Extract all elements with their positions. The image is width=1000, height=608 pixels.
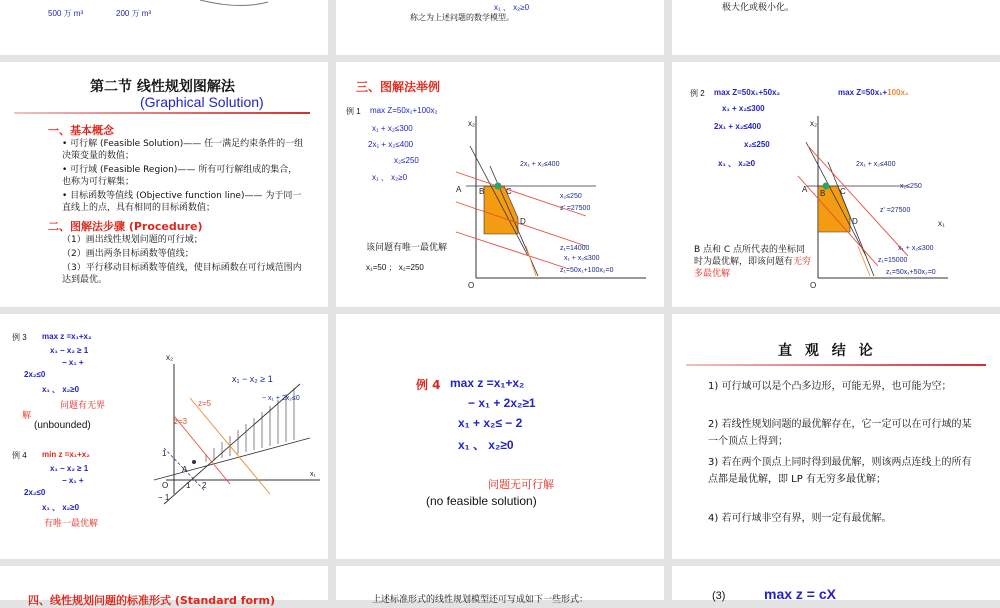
section-subtitle: (Graphical Solution) (140, 94, 264, 110)
g1-C: C (506, 187, 512, 196)
slide-top-left[interactable] (0, 0, 328, 55)
g2-D: D (852, 217, 858, 226)
g1-z1: z' =27500 (560, 205, 591, 212)
g2-c3: x₂≤250 (900, 183, 922, 190)
g1-c3: x₂≤250 (560, 193, 582, 200)
step-3: （3）平行移动目标函数等值线，使目标函数在可行域范围内达到最优。 (62, 263, 302, 285)
slide-other-forms[interactable] (336, 566, 664, 605)
example-3-graph (150, 344, 326, 504)
infeasible-c3: x₁ 、 x₂≥0 (458, 438, 514, 452)
g1-c1: x₁ + x₂≤300 (564, 255, 600, 262)
matrix-form-objective: max z = cX (764, 586, 836, 602)
example-4-c3: x₁ 、 x₂≥0 (42, 503, 80, 512)
bullet-feasible-region: • 可行域 (Feasible Region)—— 所有可行解组成的集合，也称为可行解集； (62, 165, 298, 187)
step-2: （2）画出两条目标函数等值线； (62, 249, 194, 259)
g1-c2: 2x₁ + x₂≤400 (520, 161, 560, 168)
g2-B: B (820, 189, 826, 198)
infeasible-example-label: 例 4 (416, 378, 441, 392)
g3-l1: x₁ − x₂ ≥ 1 (232, 374, 273, 384)
unbounded-note: 问题有无界 (60, 401, 106, 411)
example-1-label: 例 1 (346, 107, 361, 116)
conclusion-4: 4) 若可行域非空有界，则一定有最优解。 (708, 513, 892, 524)
obj-alt-coef: 100x₂ (887, 88, 909, 97)
g3-O: O (162, 481, 169, 490)
example-2-c4: x₁ 、 x₂≥0 (718, 159, 756, 168)
example-4-label: 例 4 (12, 451, 27, 460)
infeasible-c1: − x₁ + 2x₂≥1 (468, 396, 536, 410)
g1-O: O (468, 281, 475, 290)
example-2-label: 例 2 (690, 89, 705, 98)
g3-x2: x₂ (166, 353, 174, 362)
g2-z2: z₁=15000 (878, 257, 908, 264)
example-1-objective: max Z=50x₁+100x₂ (370, 106, 438, 115)
example-1-c3: x₂≤250 (394, 156, 419, 165)
note-red: 无穷多最优解 (694, 257, 812, 279)
example-3-c1: x₁ − x₂ ≥ 1 (50, 346, 89, 355)
model-caption: 称之为上述问题的数学模型。 (410, 13, 514, 22)
infinite-optima-note (694, 244, 812, 280)
infeasible-english: (no feasible solution) (426, 494, 537, 508)
infeasible-result: 问题无可行解 (488, 478, 554, 491)
label-200: 200 万 m³ (116, 9, 152, 18)
example-2-c2: 2x₁ + x₂≤400 (714, 122, 762, 131)
g3-x1: x₁ (310, 471, 316, 478)
g3-2: 2 (202, 481, 207, 490)
g1-z2: z₁=14000 (560, 245, 590, 252)
standard-form-heading: 四、线性规划问题的标准形式 (Standard form) (28, 594, 275, 607)
g2-O: O (810, 281, 817, 290)
slide-standard-form[interactable] (0, 566, 328, 607)
example-4-c2b: 2x₂≤0 (24, 488, 46, 497)
g1-D: D (520, 217, 526, 226)
g3-m1: − 1 (158, 493, 170, 502)
g3-A: A (182, 465, 188, 474)
slide-example-infeasible[interactable] (336, 314, 664, 559)
slide-top-mid[interactable] (336, 0, 664, 55)
g3-l2: − x₁ + 2x₂≤0 (262, 395, 300, 402)
example-3-objective: max z =x₁+x₂ (42, 332, 92, 341)
slide-example-1[interactable] (336, 62, 664, 307)
example-4-objective: min z =x₁+x₂ (42, 450, 90, 459)
g2-x1: x₁ (938, 219, 945, 228)
slide-top-right[interactable] (672, 0, 1000, 55)
example-2-graph (798, 106, 998, 296)
title-rule (14, 112, 310, 114)
obj-alt-prefix: max Z=50x₁+ (838, 88, 888, 97)
g2-c2: 2x₁ + x₂≤400 (856, 161, 896, 168)
example-4-c2a: − x₁ + (62, 476, 84, 485)
other-forms-text: 上述标准形式的线性规划模型还可写成如下一些形式： (372, 595, 589, 605)
note-text: B 点和 C 点所代表的坐标同时为最优解，即该问题有 (694, 245, 806, 267)
g2-x2: x₂ (810, 119, 818, 128)
unique-optimum-note: 该问题有唯一最优解 (366, 243, 448, 253)
g2-c1: x₁ + x₂≤300 (898, 245, 934, 252)
examples-heading: 三、图解法举例 (356, 80, 441, 94)
example-3-c3: x₁ 、 x₂≥0 (42, 385, 80, 394)
g2-C: C (840, 187, 846, 196)
conclusion-2: 2) 若线性规划问题的最优解存在，它一定可以在可行域的某一个顶点上得到； (708, 419, 972, 447)
g3-z3: z=3 (174, 417, 188, 426)
basic-concepts-heading: 一、基本概念 (48, 124, 114, 137)
example-3-c2a: − x₁ + (62, 358, 84, 367)
conclusion-3: 3) 若在两个顶点上同时得到最优解，则该两点连线上的所有点都是最优解，即 LP 有无穷多最优解； (708, 457, 972, 485)
example-2-c1: x₁ + x₂≤300 (722, 104, 765, 113)
g1-z0: z₁=50x₁+100x₂=0 (560, 267, 614, 274)
example-4-c1: x₁ − x₂ ≥ 1 (50, 464, 89, 473)
conclusions-rule (686, 364, 986, 366)
example-1-c2: 2x₁ + x₂≤400 (368, 140, 414, 149)
example-1-graph (456, 106, 664, 296)
slide-graphical-solution[interactable] (0, 62, 328, 307)
infeasible-c2: x₁ + x₂≤ − 2 (458, 416, 523, 430)
g1-x2: x₂ (468, 119, 476, 128)
matrix-form-number: (3) (712, 590, 726, 602)
example-1-c4: x₁ 、 x₂≥0 (372, 173, 408, 182)
g1-A: A (456, 185, 462, 194)
step-1: （1）画出线性规划问题的可行域； (62, 235, 203, 245)
slide-examples-3-4[interactable] (0, 314, 328, 559)
g3-z5: z=5 (198, 399, 212, 408)
slide-example-2[interactable] (672, 62, 1000, 307)
example-2-objective: max Z=50x₁+50x₂ (714, 88, 781, 97)
example-2-objective-alt (838, 88, 908, 97)
g3-y1: 1 (162, 449, 167, 458)
unbounded-note-2: 解 (22, 411, 32, 421)
bullet-objective-line: • 目标函数等值线 (Objective function line)—— 为于同一直线上的点，具有相同的目标函数值； (62, 191, 302, 213)
constraint-line: x₁ 、 x₂≥0 (494, 3, 530, 12)
g3-1: 1 (186, 481, 191, 490)
g1-B: B (479, 187, 485, 196)
conclusions-title: 直 观 结 论 (778, 343, 877, 359)
g2-z1: z' =27500 (880, 207, 911, 214)
example-3-c2b: 2x₂≤0 (24, 370, 46, 379)
infeasible-objective: max z =x₁+x₂ (450, 376, 525, 390)
label-500: 500 万 m³ (48, 9, 84, 18)
conclusion-1: 1) 可行域可以是个凸多边形，可能无界，也可能为空； (708, 381, 952, 392)
slide-matrix-form[interactable] (672, 566, 1000, 600)
example-3-label: 例 3 (12, 333, 27, 342)
extremize-text: 极大化或极小化。 (722, 3, 795, 13)
example-1-c1: x₁ + x₂≤300 (372, 124, 413, 133)
unbounded-english: (unbounded) (34, 420, 91, 431)
g2-z0: z₁=50x₁+50x₂=0 (886, 269, 936, 276)
g2-A: A (802, 185, 808, 194)
procedure-heading: 二、图解法步骤 (Procedure) (48, 220, 203, 233)
bullet-feasible-solution: • 可行解 (Feasible Solution)—— 任一满足约束条件的一组决策变量的数值； (62, 139, 304, 161)
unique-optimum-4: 有唯一最优解 (44, 519, 99, 529)
example-2-c3: x₂≤250 (744, 140, 770, 149)
slide-conclusions[interactable] (672, 314, 1000, 559)
example-1-solution: x₁=50 ； x₂=250 (366, 263, 424, 272)
section-title: 第二节 线性规划图解法 (90, 79, 235, 95)
